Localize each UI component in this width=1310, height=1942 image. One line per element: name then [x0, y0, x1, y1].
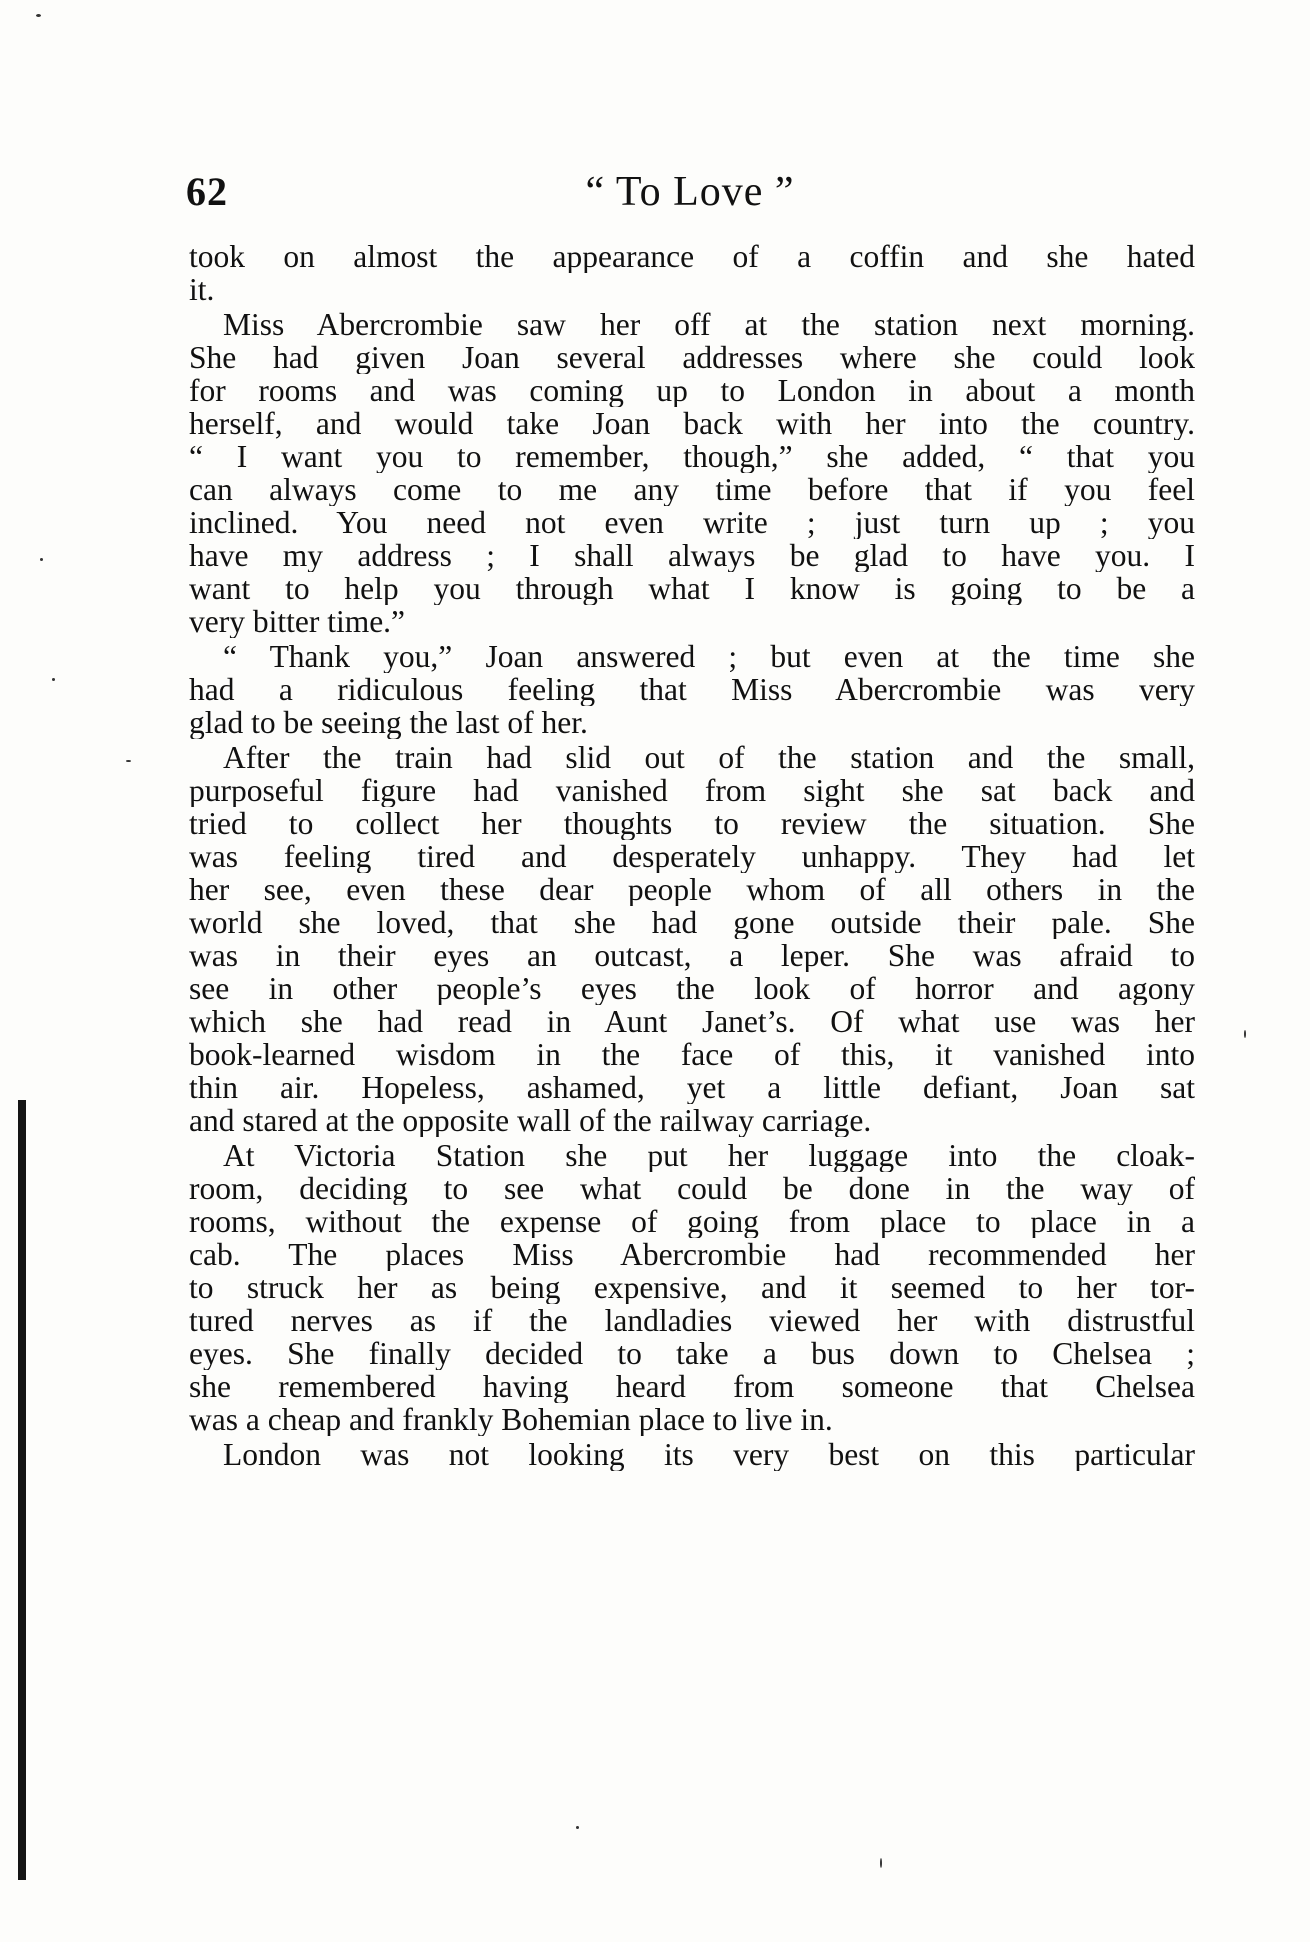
- text-line: purposeful figure had vanished from sight she sat back and: [189, 774, 1195, 807]
- running-title: “ To Love ”: [585, 169, 795, 215]
- text-line: tured nerves as if the landladies viewed her with distrustful: [189, 1304, 1195, 1337]
- scan-speck: [880, 1858, 882, 1868]
- scan-speck: [52, 678, 55, 681]
- text-line: see in other people’s eyes the look of horror and agony: [189, 972, 1195, 1005]
- text-line: she remembered having heard from someone that Chelsea: [189, 1370, 1195, 1403]
- text-line: was feeling tired and desperately unhappy. They had let: [189, 840, 1195, 873]
- text-line: book-learned wisdom in the face of this, it vanished into: [189, 1038, 1195, 1071]
- text-line: which she had read in Aunt Janet’s. Of what use was her: [189, 1005, 1195, 1038]
- text-line: eyes. She finally decided to take a bus down to Chelsea ;: [189, 1337, 1195, 1370]
- text-line: thin air. Hopeless, ashamed, yet a little defiant, Joan sat: [189, 1071, 1195, 1104]
- page-header: [186, 168, 1194, 228]
- text-line: was a cheap and frankly Bohemian place to live in.: [189, 1403, 833, 1436]
- text-line: want to help you through what I know is going to be a: [189, 572, 1195, 605]
- text-line: inclined. You need not even write ; just turn up ; you: [189, 506, 1195, 539]
- text-line: herself, and would take Joan back with her into the country.: [189, 407, 1195, 440]
- text-line: “ I want you to remember, though,” she added, “ that you: [189, 440, 1195, 473]
- scan-speck: [1244, 1030, 1246, 1038]
- text-line: was in their eyes an outcast, a leper. She was afraid to: [189, 939, 1195, 972]
- text-line: After the train had slid out of the station and the small,: [223, 741, 1195, 774]
- scan-speck: [126, 760, 131, 762]
- text-line: glad to be seeing the last of her.: [189, 706, 588, 739]
- text-line: cab. The places Miss Abercrombie had recommended her: [189, 1238, 1195, 1271]
- text-line: to struck her as being expensive, and it seemed to her tor-: [189, 1271, 1195, 1304]
- text-line: room, deciding to see what could be done in the way of: [189, 1172, 1195, 1205]
- text-line: world she loved, that she had gone outside their pale. She: [189, 906, 1195, 939]
- scan-speck: [576, 1826, 579, 1829]
- text-line: She had given Joan several addresses where she could look: [189, 341, 1195, 374]
- text-line: it.: [189, 273, 215, 306]
- page-number: 62: [186, 169, 228, 214]
- text-line: “ Thank you,” Joan answered ; but even at the time she: [223, 640, 1195, 673]
- text-line: took on almost the appearance of a coffin and she hated: [189, 240, 1195, 273]
- text-line: At Victoria Station she put her luggage into the cloak-: [223, 1139, 1195, 1172]
- text-line: have my address ; I shall always be glad to have you. I: [189, 539, 1195, 572]
- text-line: and stared at the opposite wall of the railway carriage.: [189, 1104, 872, 1137]
- scan-speck: [36, 14, 41, 17]
- scan-edge: [18, 1100, 26, 1880]
- text-line: her see, even these dear people whom of all others in the: [189, 873, 1195, 906]
- text-line: had a ridiculous feeling that Miss Abercrombie was very: [189, 673, 1195, 706]
- body-text: [189, 240, 1195, 1471]
- text-line: tried to collect her thoughts to review the situation. She: [189, 807, 1195, 840]
- text-line: London was not looking its very best on this particular: [223, 1438, 1195, 1471]
- text-line: can always come to me any time before that if you feel: [189, 473, 1195, 506]
- text-line: Miss Abercrombie saw her off at the station next morning.: [223, 308, 1195, 341]
- text-line: for rooms and was coming up to London in about a month: [189, 374, 1195, 407]
- text-line: rooms, without the expense of going from place to place in a: [189, 1205, 1195, 1238]
- text-line: very bitter time.”: [189, 605, 406, 638]
- scan-speck: [40, 558, 43, 561]
